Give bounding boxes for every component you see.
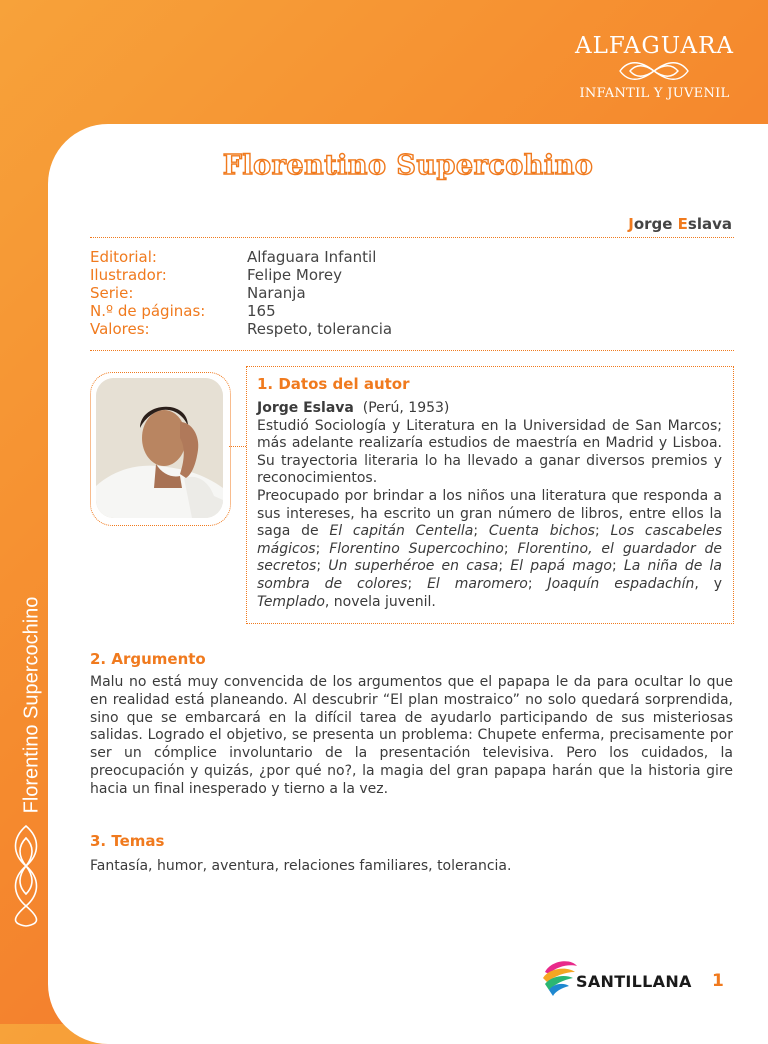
author-name <box>628 215 732 233</box>
separator: ; <box>407 575 428 592</box>
alfaguara-logo <box>575 34 734 101</box>
brand-name: ALFAGUARA <box>574 33 734 59</box>
info-label: N.º de páginas: <box>90 302 206 320</box>
book-title-ref: El capitán Centella <box>329 523 474 540</box>
book-title-ref: Florentino, el guardador de secretos <box>257 540 723 575</box>
photo-connector <box>229 446 246 447</box>
separator: ; <box>473 523 489 540</box>
section-heading-author: 1. Datos del autor <box>257 375 410 393</box>
santillana-logo-icon <box>541 958 579 998</box>
publisher-name: SANTILLANA <box>576 972 692 991</box>
section-heading-themes: 3. Temas <box>90 832 165 850</box>
info-label: Serie: <box>90 284 134 302</box>
book-title-ref: El papá mago <box>510 558 612 575</box>
info-label: Valores: <box>90 320 150 338</box>
separator: ; <box>594 523 611 540</box>
author-section <box>246 366 734 624</box>
author-bio-origin: (Perú, 1953) <box>362 400 450 416</box>
author-photo <box>96 378 223 518</box>
separator: ; <box>315 540 330 557</box>
separator: ; <box>498 558 511 575</box>
divider-top <box>90 237 734 238</box>
info-row <box>90 284 392 302</box>
info-value: Alfaguara Infantil <box>247 248 377 266</box>
book-title-ref: La niña de la sombra de colores <box>257 558 722 592</box>
book-title-ref: Florentino Supercochino <box>329 540 504 557</box>
divider-middle <box>90 350 734 351</box>
book-info-table <box>90 248 392 338</box>
page-number: 1 <box>712 971 724 991</box>
book-title-ref: Templado <box>257 593 325 610</box>
info-row <box>90 248 392 266</box>
knot-ornament-icon <box>614 58 694 84</box>
argument-text: Malu no está muy convencida de los argumentos que el papapa le da para ocultar lo que en realidad está planeando. Al descubrir “El plan mostraico” no solo quedará sorprendida, sino que se embarcará en la difícil tarea de ayudarlo participando de sus misteriosas salidas. Logrado el objetivo, se presenta un problema: Chupete enferma, precisamente por ser un cómplice involuntario de la presentación televisiva. Pero los cuidados, la preocupación y quizás, ¿por qué no?, la magia del gran papapa harán que la historia gire hacia un final inesperado y tierno a la vez. <box>90 674 733 797</box>
book-title-ref: El maromero <box>427 575 528 592</box>
themes-text: Fantasía, humor, aventura, relaciones familiares, tolerancia. <box>90 858 512 874</box>
separator: ; <box>316 558 329 575</box>
separator: ; <box>611 558 624 575</box>
author-bio-end: , novela juvenil. <box>324 593 436 610</box>
author-last-rest: slava <box>687 215 732 233</box>
info-row <box>90 320 392 338</box>
side-knot-icon <box>6 820 46 930</box>
author-bio <box>257 400 722 611</box>
info-label: Editorial: <box>90 248 157 266</box>
info-row <box>90 302 392 320</box>
brand-subtitle: INFANTIL Y JUVENIL <box>579 86 730 101</box>
separator: ; <box>527 575 548 592</box>
author-initial-first: J <box>628 215 634 233</box>
book-title-ref: Un superhéroe en casa <box>328 558 499 575</box>
author-bio-text1: Estudió Sociología y Literatura en la Universidad de San Marcos; más adelante realizaría estudios de maestría en Madrid y Lisboa. Su trayectoria literaria lo ha llevado a ganar diversos premios y reconocimientos. <box>257 417 722 487</box>
author-bio-text2: Preocupado por brindar a los niños una literatura que responda a sus intereses, ha escrito un gran número de libros, entre ellos la saga de <box>257 487 722 540</box>
info-value: 165 <box>247 302 276 320</box>
separator: , y <box>694 575 723 592</box>
side-title-text: Florentino Supercochino <box>20 596 43 814</box>
author-initial-last: E <box>677 215 688 233</box>
info-label: Ilustrador: <box>90 266 167 284</box>
book-title-ref: Joaquín espadachín <box>547 575 695 592</box>
separator: ; <box>503 540 518 557</box>
info-row <box>90 266 392 284</box>
info-value: Naranja <box>247 284 306 302</box>
book-title-ref: Los cascabeles mágicos <box>257 523 723 557</box>
section-heading-argument: 2. Argumento <box>90 650 206 668</box>
author-first-rest: orge <box>633 215 678 233</box>
info-value: Respeto, tolerancia <box>247 320 393 338</box>
book-title-ref: Cuenta bichos <box>488 523 595 540</box>
book-title: Florentino Supercohino <box>222 150 594 181</box>
info-value: Felipe Morey <box>247 266 342 284</box>
author-bio-name: Jorge Eslava <box>257 400 354 416</box>
